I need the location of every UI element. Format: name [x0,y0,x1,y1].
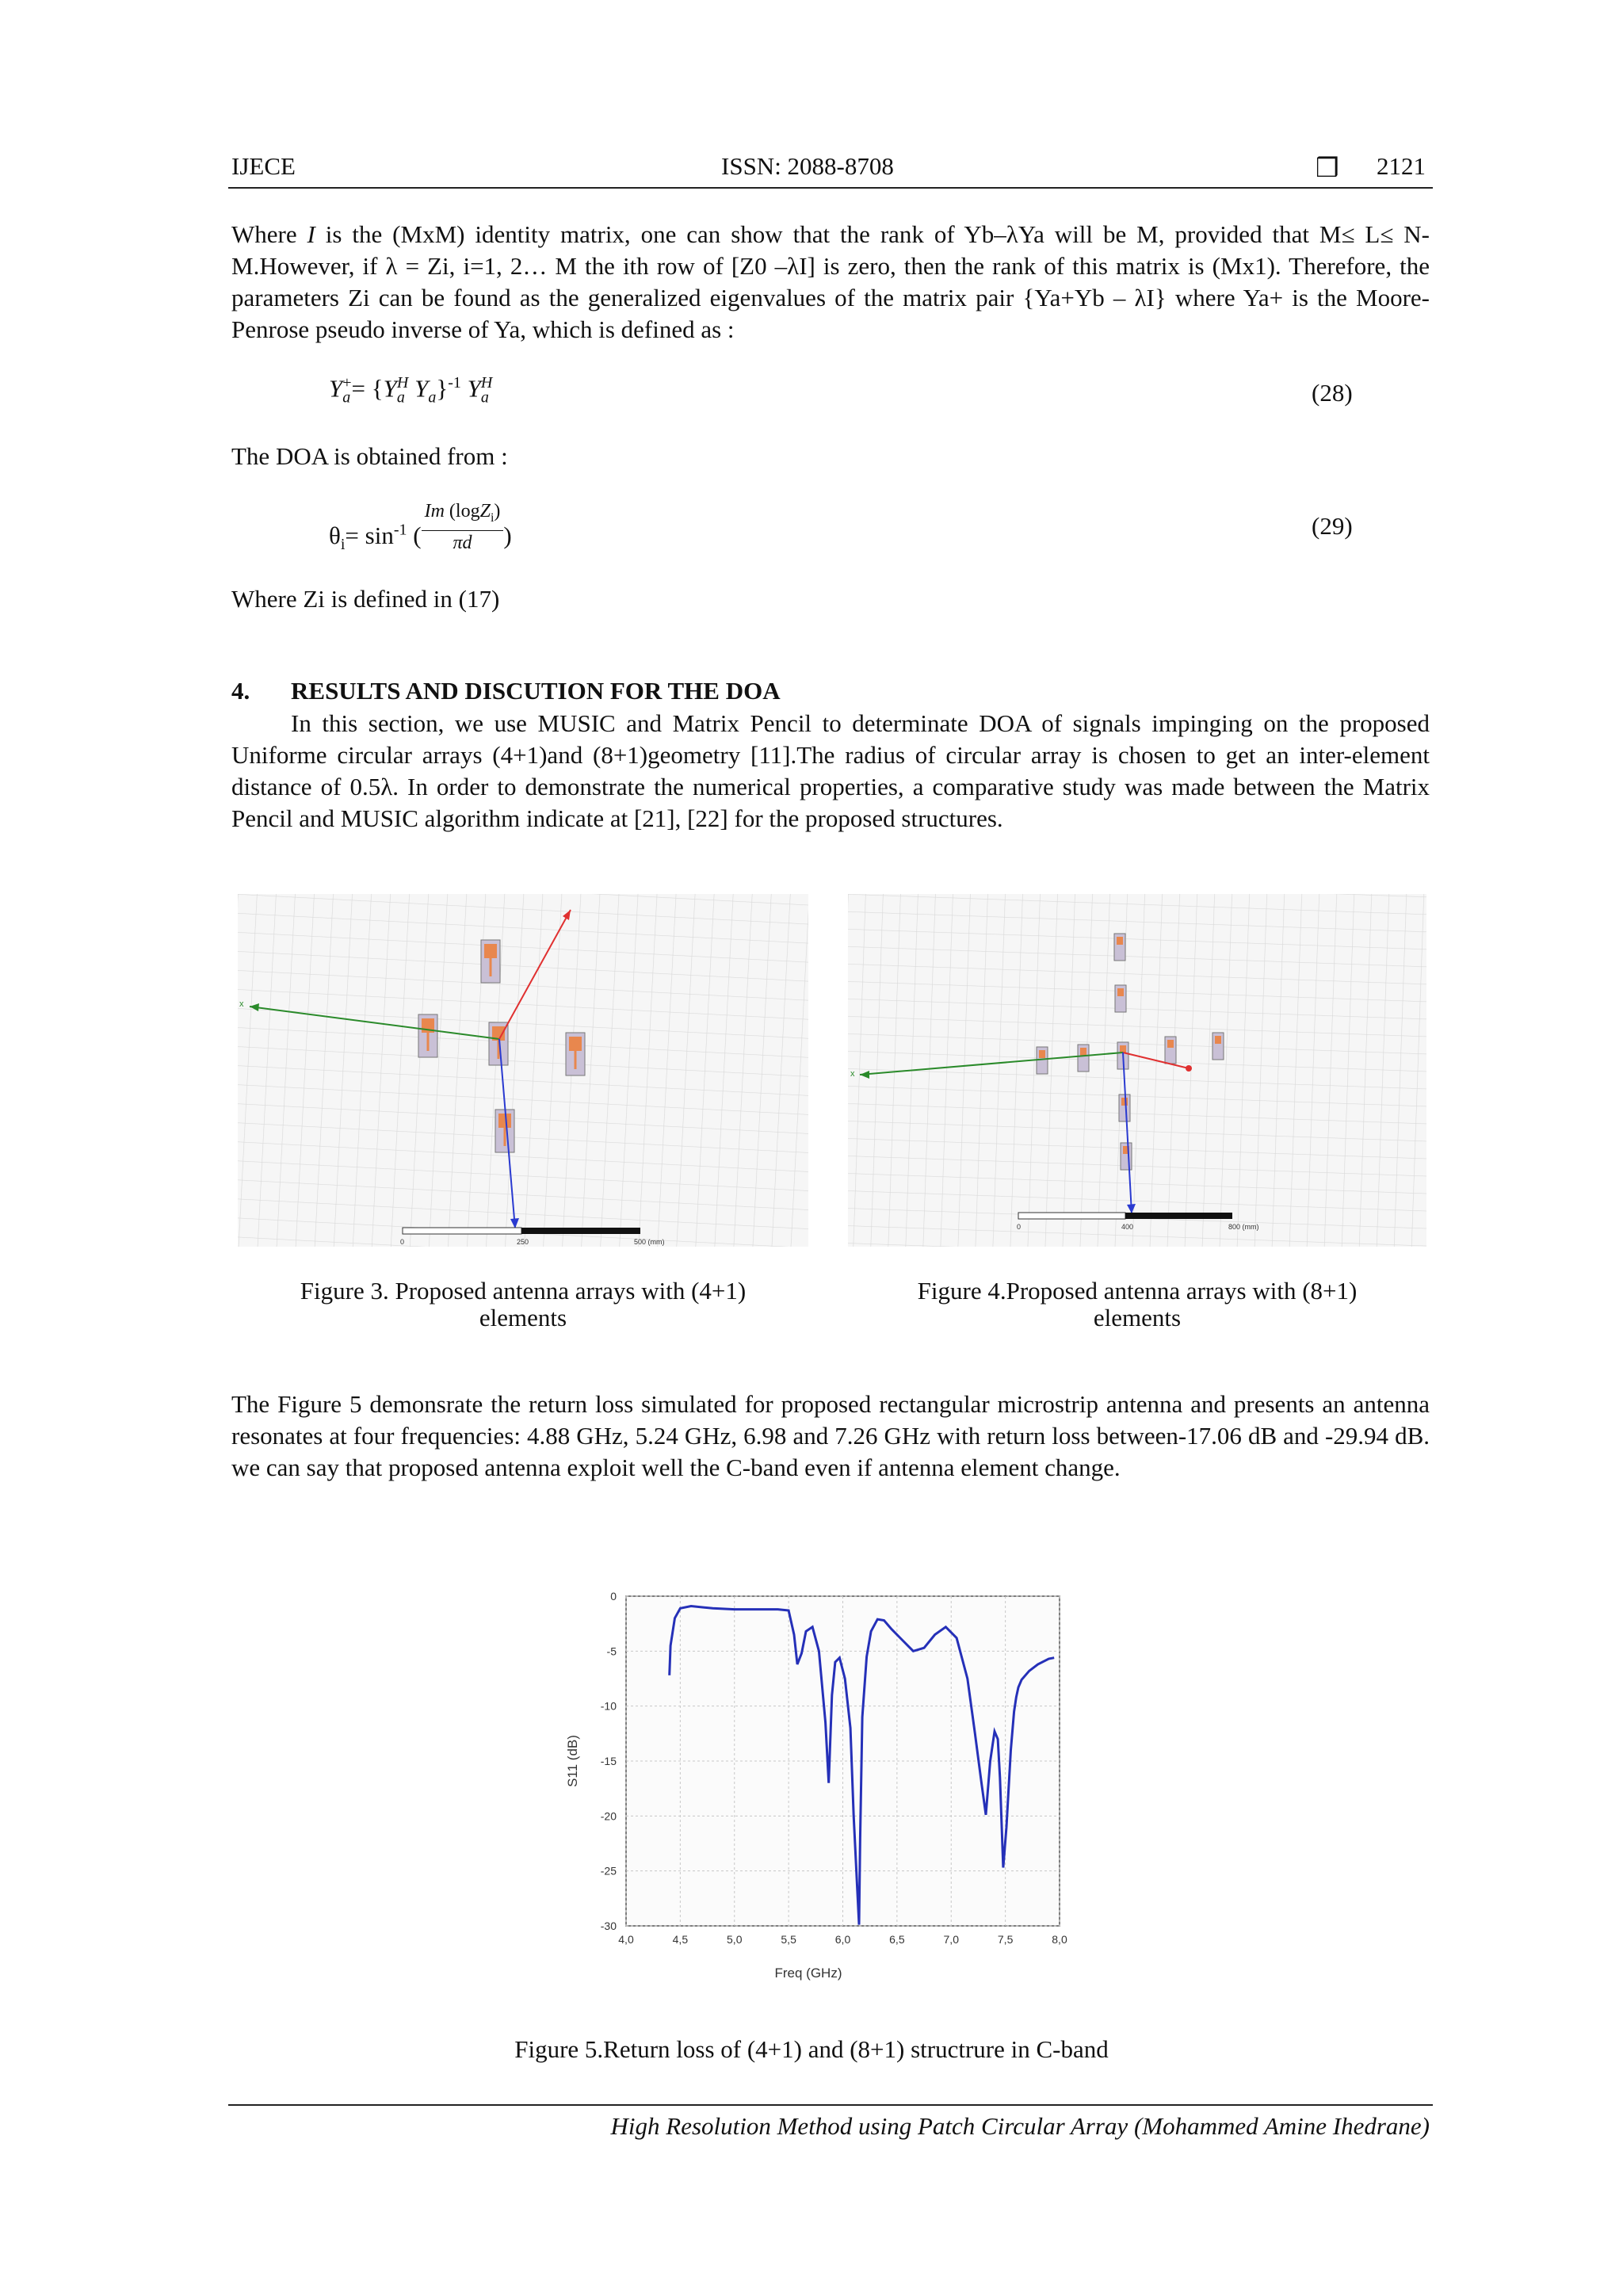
x-tick-label: 8,0 [1052,1933,1067,1946]
intro-text: is the (MxM) identity matrix, one can show that the rank of Yb–λYa will be M, provided that M≤ L≤ N-M.However, if λ = Zi, i=1, 2… M the ith row of [Z0 –λI] is zero, then the rank of this matrix is (Mx1). Therefore, the parameters Zi can be found as the generalized eigenvalues of the matrix pair {Ya+Yb – λI} where Ya+ is the Moore-Penrose pseudo inverse of Ya, which is defined as : [231,220,1430,343]
page-number: 2121 [1377,152,1426,180]
figure-3-caption-line: Figure 3. Proposed antenna arrays with (4+1) [300,1277,747,1305]
scale-bar-dark [1125,1213,1232,1219]
header-rule [228,187,1433,189]
y-tick-label: -15 [600,1755,617,1767]
y-tick-label: 0 [610,1590,617,1603]
y-axis-label: S11 (dB) [565,1735,580,1787]
scale-bar-light [403,1228,521,1234]
scale-label: 500 (mm) [634,1238,665,1246]
footer-rule [228,2104,1433,2106]
issn: ISSN: 2088-8708 [721,152,894,180]
paragraph-intro [231,219,1430,346]
return-loss-chart [555,1577,1078,1997]
patch-element [481,940,500,983]
y-tick-label: -30 [600,1920,617,1932]
figure-5-chart [555,1577,1078,1997]
figure-3-image [238,894,808,1247]
equation-29-number: (29) [1312,512,1353,540]
x-axis-label: Freq (GHz) [774,1966,842,1981]
equation-28-number: (28) [1312,379,1353,407]
y-tick-label: -5 [606,1645,617,1658]
identity-symbol: I [307,220,315,248]
x-tick-label: 5,0 [727,1933,743,1946]
x-tick-label: 4,0 [618,1933,634,1946]
y-tick-label: -20 [600,1809,617,1823]
journal-name: IJECE [231,152,296,180]
x-tick-label: 6,0 [834,1933,851,1946]
figure-3-caption-line: elements [479,1304,567,1331]
y-tick-label: -10 [600,1699,617,1713]
equation-28: $Y_a^+= \{Y_a^H$ $Y_a\}^{-1}$ $Y_a^H$ [329,374,493,407]
svg-text:x: x [850,1069,855,1079]
intro-prefix: Where [231,220,307,248]
figure-4-caption-line: elements [1093,1304,1182,1331]
section-title: RESULTS AND DISCUTION FOR THE DOA [291,677,781,705]
section-body: In this section, we use MUSIC and Matrix Pencil to determinate DOA of signals impinging on the proposed Uniforme circular arrays (4+1)and (8+1)geometry [11].The radius of circular array is chosen to get an inter-element distance of 0.5λ. In order to demonstrate the numerical properties, a comparative study was made between the Matrix Pencil and MUSIC algorithm indicate at [21], [22] for the proposed structures. [231,709,1430,832]
section-number: 4. [231,677,250,705]
patch-element [566,1033,585,1075]
patch-element [418,1014,437,1057]
x-tick-label: 7,5 [997,1933,1014,1946]
x-tick-label: 6,5 [889,1933,905,1946]
figure-4-caption-line: Figure 4.Proposed antenna arrays with (8+1) [917,1277,1358,1305]
figure-5-caption: Figure 5.Return loss of (4+1) and (8+1) structrure in C-band [514,2035,1109,2063]
paragraph-return-loss: The Figure 5 demonsrate the return loss simulated for proposed rectangular microstrip antenna and presents an antenna resonates at four frequencies: 4.88 GHz, 5.24 GHz, 6.98 and 7.26 GHz with return loss between-17.06 dB and -29.94 dB. we can say that proposed antenna exploit well the C-band even if antenna element change. [231,1390,1430,1481]
x-tick-label: 7,0 [943,1933,959,1946]
figure-4-caption [848,1278,1426,1331]
scale-label: 400 [1121,1223,1134,1231]
x-tick-label: 5,5 [781,1933,796,1946]
scale-label: 0 [400,1238,405,1246]
patch-element [495,1110,514,1152]
svg-text:x: x [239,999,244,1009]
figure-3-caption [238,1278,808,1331]
scale-label: 250 [517,1238,529,1246]
x-tick-label: 4,5 [672,1933,689,1946]
doa-intro: The DOA is obtained from : [231,442,508,470]
scale-label: 800 (mm) [1228,1223,1259,1231]
y-tick-label: -25 [600,1864,617,1878]
zi-definition: Where Zi is defined in (17) [231,585,500,613]
running-footer: High Resolution Method using Patch Circular Array (Mohammed Amine Ihedrane) [610,2112,1430,2140]
scale-bar-light [1018,1213,1125,1219]
box-icon: ❒ [1316,155,1339,183]
equation-29: $\theta_i= \sin^{-1}$ ( $\frac{Im (\log Z_i)}{\pi d}$ ) [329,501,512,554]
scale-label: 0 [1017,1223,1022,1231]
figure-4-image [848,894,1426,1247]
scale-bar-dark [521,1228,640,1234]
